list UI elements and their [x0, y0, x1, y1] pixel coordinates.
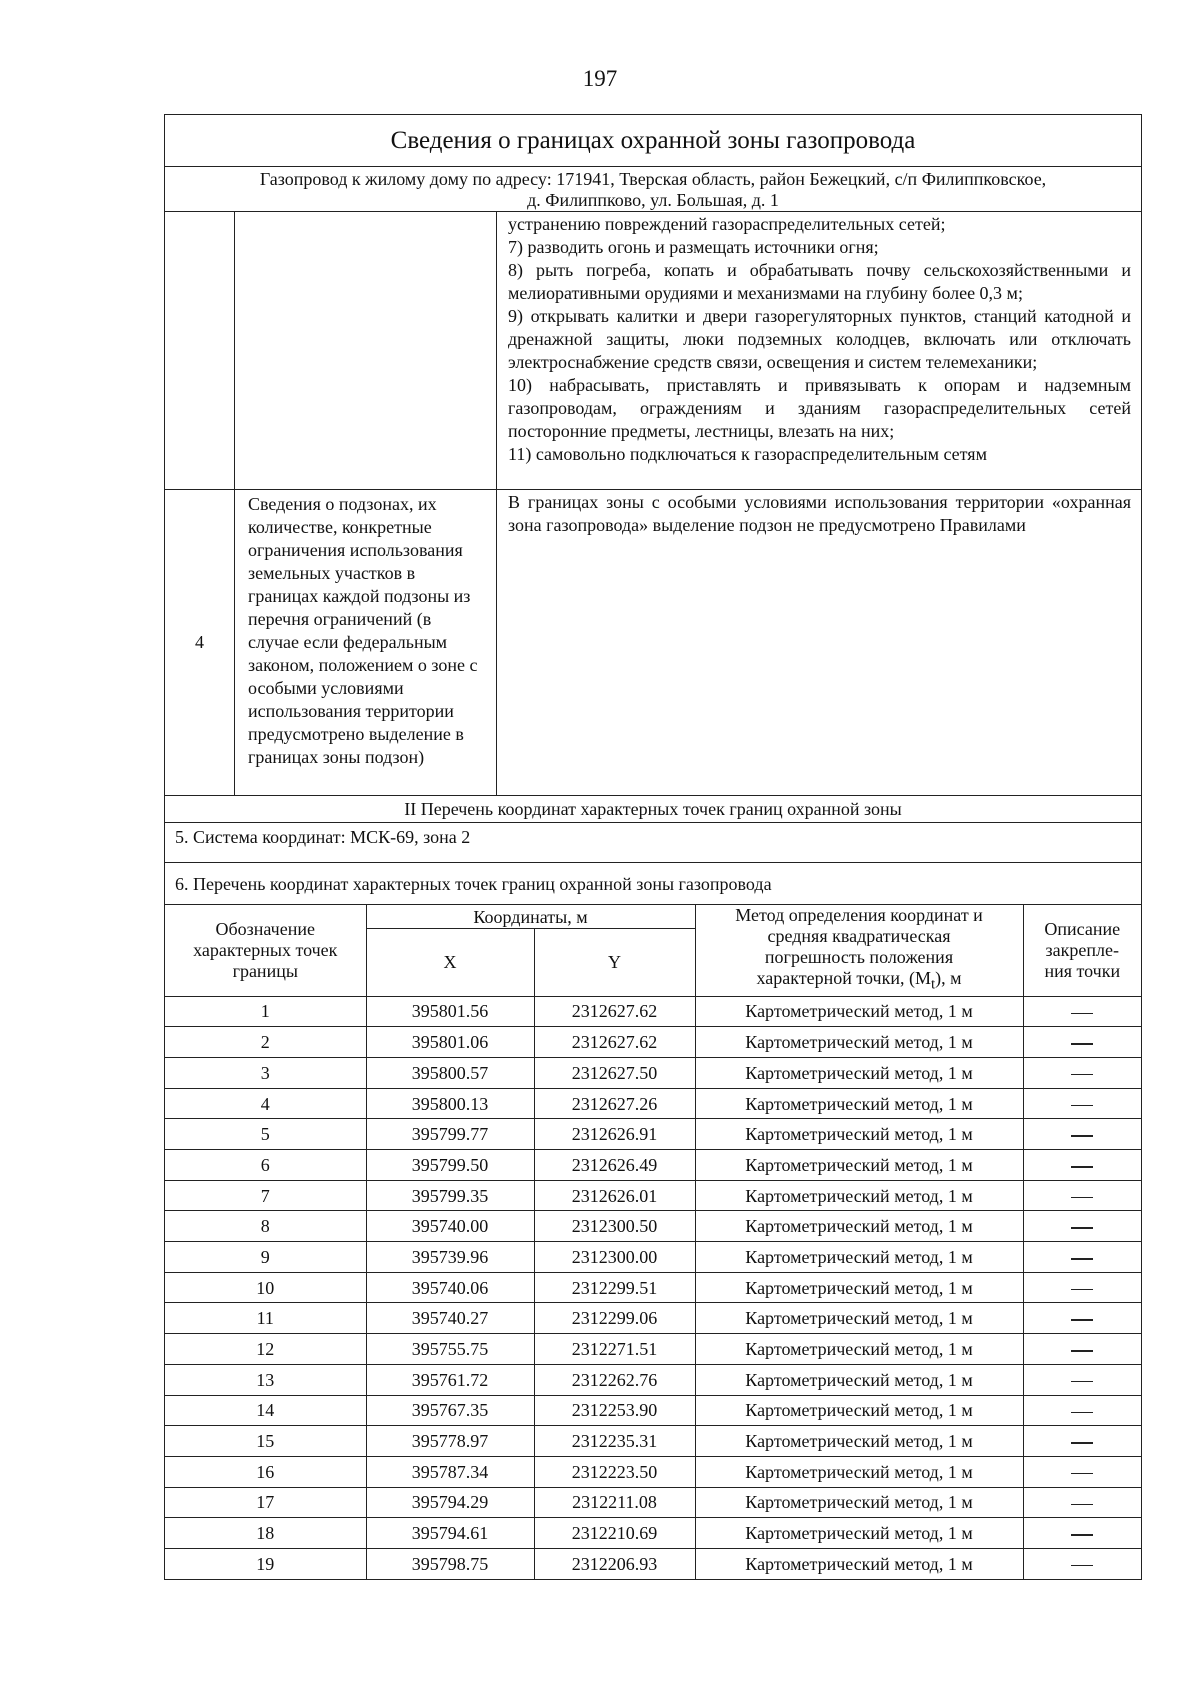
subzones-row-label: Сведения о подзонах, их количестве, конкретные ограничения использования земельных участков в границах каждой подзоны из перечня ограничений (в случае если федеральным законом, положением о зоне с особыми условиями использования территории предусмотрено выделение в границах зоны подзон) [235, 490, 497, 796]
subzones-row-value [497, 490, 1141, 796]
dash-mark [1071, 1258, 1093, 1260]
y-coordinate-cell: 2312626.49 [534, 1150, 695, 1181]
fixing-cell [1023, 1057, 1141, 1088]
x-coordinate-cell: 395767.35 [366, 1395, 534, 1426]
address-line-1: Газопровод к жилому дому по адресу: 171941, Тверская область, район Бежецкий, с/п Филиппковское, [259, 169, 1047, 189]
method-cell: Картометрический метод, 1 м [695, 1426, 1023, 1457]
method-cell: Картометрический метод, 1 м [695, 1334, 1023, 1365]
x-coordinate-cell: 395800.13 [366, 1088, 534, 1119]
y-coordinate-cell: 2312253.90 [534, 1395, 695, 1426]
coordinates-table [165, 905, 1141, 1579]
dash-mark [1071, 1135, 1093, 1137]
sheet-title: Сведения о границах охранной зоны газопровода [165, 115, 1141, 167]
x-coordinate-cell: 395740.06 [366, 1272, 534, 1303]
coordinate-system: 5. Система координат: МСК-69, зона 2 [165, 823, 1141, 863]
method-cell: Картометрический метод, 1 м [695, 1027, 1023, 1058]
y-coordinate-cell: 2312299.06 [534, 1303, 695, 1334]
y-coordinate-cell: 2312300.00 [534, 1242, 695, 1273]
dash-mark [1071, 1105, 1093, 1107]
restriction-item: 9) открывать калитки и двери газорегуляторных пунктов, станций катодной и дренажной защиты, люки подземных колодцев, включать или отключать электроснабжение средств связи, освещения и систем телемеханики; [508, 306, 1131, 372]
coordinates-table-body [165, 996, 1141, 1579]
dash-mark [1071, 1074, 1093, 1076]
point-number-cell: 3 [165, 1057, 366, 1088]
dash-mark [1071, 1473, 1093, 1475]
point-number-cell: 11 [165, 1303, 366, 1334]
point-number-cell: 4 [165, 1088, 366, 1119]
dash-mark [1071, 1565, 1093, 1567]
fixing-cell [1023, 1088, 1141, 1119]
y-coordinate-cell: 2312627.62 [534, 1027, 695, 1058]
method-cell: Картометрический метод, 1 м [695, 1272, 1023, 1303]
fixing-cell [1023, 1119, 1141, 1150]
point-number-cell: 6 [165, 1150, 366, 1181]
subzones-row [165, 490, 1141, 796]
x-coordinate-cell: 395739.96 [366, 1242, 534, 1273]
fixing-cell [1023, 1548, 1141, 1578]
header-designation: Обозначение характерных точек границы [165, 905, 366, 996]
table-row [165, 1057, 1141, 1088]
restrictions-row [165, 212, 1141, 490]
method-cell: Картометрический метод, 1 м [695, 1242, 1023, 1273]
point-number-cell: 16 [165, 1456, 366, 1487]
method-cell: Картометрический метод, 1 м [695, 1518, 1023, 1549]
header-fixing-line: ния точки [1044, 960, 1121, 981]
page-number: 197 [582, 66, 618, 91]
restrictions-list [497, 212, 1141, 490]
x-coordinate-cell: 395778.97 [366, 1426, 534, 1457]
point-number-cell: 5 [165, 1119, 366, 1150]
table-row [165, 1088, 1141, 1119]
table-row [165, 1487, 1141, 1518]
y-coordinate-cell: 2312210.69 [534, 1518, 695, 1549]
dash-mark [1071, 1381, 1093, 1383]
y-coordinate-cell: 2312235.31 [534, 1426, 695, 1457]
y-coordinate-cell: 2312627.26 [534, 1088, 695, 1119]
address-line-2: д. Филиппково, ул. Большая, д. 1 [527, 190, 779, 210]
point-number-cell: 8 [165, 1211, 366, 1242]
header-fixing-line: закрепле- [1045, 939, 1119, 960]
dash-mark [1071, 1504, 1093, 1506]
dash-mark [1071, 1319, 1093, 1321]
subzones-value-text: В границах зоны с особыми условиями использования территории «охранная зона газопровода» выделение подзон не предусмотрено Правилами [508, 492, 1131, 535]
restrictions-row-number [165, 212, 235, 490]
y-coordinate-cell: 2312223.50 [534, 1456, 695, 1487]
section-2-title: II Перечень координат характерных точек границ охранной зоны [165, 796, 1141, 823]
point-number-cell: 17 [165, 1487, 366, 1518]
point-number-cell: 1 [165, 996, 366, 1027]
y-coordinate-cell: 2312626.01 [534, 1180, 695, 1211]
fixing-cell [1023, 1487, 1141, 1518]
fixing-cell [1023, 1027, 1141, 1058]
method-cell: Картометрический метод, 1 м [695, 1548, 1023, 1578]
y-coordinate-cell: 2312627.50 [534, 1057, 695, 1088]
table-row [165, 1518, 1141, 1549]
x-coordinate-cell: 395799.50 [366, 1150, 534, 1181]
header-method-line: характерной точки, (M [756, 968, 931, 988]
restrictions-row-label [235, 212, 497, 490]
method-cell: Картометрический метод, 1 м [695, 1180, 1023, 1211]
table-row [165, 1426, 1141, 1457]
x-coordinate-cell: 395740.27 [366, 1303, 534, 1334]
header-fixing-line: Описание [1044, 918, 1121, 939]
y-coordinate-cell: 2312262.76 [534, 1364, 695, 1395]
fixing-cell [1023, 1180, 1141, 1211]
point-number-cell: 14 [165, 1395, 366, 1426]
table-row [165, 1303, 1141, 1334]
header-method [695, 905, 1023, 996]
point-number-cell: 9 [165, 1242, 366, 1273]
object-address [165, 167, 1141, 212]
dash-mark [1071, 1442, 1093, 1444]
y-coordinate-cell: 2312627.62 [534, 996, 695, 1027]
y-coordinate-cell: 2312299.51 [534, 1272, 695, 1303]
table-row [165, 1548, 1141, 1578]
header-method-line: средняя квадратическая [767, 926, 951, 946]
table-row [165, 1364, 1141, 1395]
restriction-item: 10) набрасывать, приставлять и привязывать к опорам и надземным газопроводам, ограждениям и зданиям газораспределительных сетей посторонние предметы, лестницы, влезать на них; [508, 375, 1131, 441]
dash-mark [1071, 1043, 1093, 1045]
method-cell: Картометрический метод, 1 м [695, 1395, 1023, 1426]
table-row [165, 1150, 1141, 1181]
x-coordinate-cell: 395794.29 [366, 1487, 534, 1518]
fixing-cell [1023, 1518, 1141, 1549]
dash-mark [1071, 1412, 1093, 1414]
point-number-cell: 15 [165, 1426, 366, 1457]
point-number-cell: 19 [165, 1548, 366, 1578]
x-coordinate-cell: 395798.75 [366, 1548, 534, 1578]
dash-mark [1071, 1197, 1093, 1199]
fixing-cell [1023, 1211, 1141, 1242]
table-row [165, 1119, 1141, 1150]
dash-mark [1071, 1166, 1093, 1168]
header-fixing [1023, 905, 1141, 996]
header-y: Y [534, 929, 695, 996]
method-cell: Картометрический метод, 1 м [695, 1088, 1023, 1119]
dash-mark [1071, 1227, 1093, 1229]
table-row [165, 1334, 1141, 1365]
dash-mark [1071, 1289, 1093, 1291]
table-row [165, 996, 1141, 1027]
fixing-cell [1023, 1456, 1141, 1487]
header-method-line: погрешность положения [764, 947, 954, 967]
method-cell: Картометрический метод, 1 м [695, 1303, 1023, 1334]
fixing-cell [1023, 1395, 1141, 1426]
point-number-cell: 10 [165, 1272, 366, 1303]
x-coordinate-cell: 395740.00 [366, 1211, 534, 1242]
point-number-cell: 12 [165, 1334, 366, 1365]
point-number-cell: 18 [165, 1518, 366, 1549]
dash-mark [1071, 1534, 1093, 1536]
dash-mark [1071, 1350, 1093, 1352]
table-row [165, 1272, 1141, 1303]
dash-mark [1071, 1013, 1093, 1015]
coordinates-list-title: 6. Перечень координат характерных точек границ охранной зоны газопровода [165, 863, 1141, 905]
table-row [165, 1027, 1141, 1058]
header-method-line-end: ), м [935, 968, 962, 988]
x-coordinate-cell: 395755.75 [366, 1334, 534, 1365]
method-cell: Картометрический метод, 1 м [695, 1456, 1023, 1487]
x-coordinate-cell: 395801.56 [366, 996, 534, 1027]
header-x: X [366, 929, 534, 996]
point-number-cell: 2 [165, 1027, 366, 1058]
table-row [165, 1456, 1141, 1487]
method-cell: Картометрический метод, 1 м [695, 1150, 1023, 1181]
method-cell: Картометрический метод, 1 м [695, 1119, 1023, 1150]
fixing-cell [1023, 1364, 1141, 1395]
x-coordinate-cell: 395800.57 [366, 1057, 534, 1088]
fixing-cell [1023, 996, 1141, 1027]
x-coordinate-cell: 395794.61 [366, 1518, 534, 1549]
x-coordinate-cell: 395801.06 [366, 1027, 534, 1058]
method-cell: Картометрический метод, 1 м [695, 1364, 1023, 1395]
y-coordinate-cell: 2312211.08 [534, 1487, 695, 1518]
fixing-cell [1023, 1426, 1141, 1457]
restriction-item: 7) разводить огонь и размещать источники огня; [508, 237, 879, 257]
method-cell: Картометрический метод, 1 м [695, 1487, 1023, 1518]
table-row [165, 1395, 1141, 1426]
fixing-cell [1023, 1242, 1141, 1273]
fixing-cell [1023, 1272, 1141, 1303]
restriction-item: устранению повреждений газораспределительных сетей; [508, 214, 946, 234]
y-coordinate-cell: 2312271.51 [534, 1334, 695, 1365]
x-coordinate-cell: 395799.77 [366, 1119, 534, 1150]
table-row [165, 1242, 1141, 1273]
point-number-cell: 7 [165, 1180, 366, 1211]
table-row [165, 1180, 1141, 1211]
y-coordinate-cell: 2312206.93 [534, 1548, 695, 1578]
method-cell: Картометрический метод, 1 м [695, 1057, 1023, 1088]
table-row [165, 1211, 1141, 1242]
y-coordinate-cell: 2312626.91 [534, 1119, 695, 1150]
point-number-cell: 13 [165, 1364, 366, 1395]
restriction-item: 11) самовольно подключаться к газораспределительным сетям [508, 444, 987, 464]
subzones-row-number: 4 [165, 490, 235, 796]
x-coordinate-cell: 395799.35 [366, 1180, 534, 1211]
method-cell: Картометрический метод, 1 м [695, 996, 1023, 1027]
x-coordinate-cell: 395787.34 [366, 1456, 534, 1487]
header-method-line: Метод определения координат и [735, 905, 983, 925]
y-coordinate-cell: 2312300.50 [534, 1211, 695, 1242]
header-coordinates: Координаты, м [366, 905, 695, 929]
restriction-item: 8) рыть погреба, копать и обрабатывать почву сельскохозяйственными и мелиоративными орудиями и механизмами на глубину более 0,3 м; [508, 260, 1131, 303]
method-cell: Картометрический метод, 1 м [695, 1211, 1023, 1242]
fixing-cell [1023, 1303, 1141, 1334]
protection-zone-sheet [164, 114, 1142, 1580]
header-method-subscript: t [930, 976, 936, 993]
fixing-cell [1023, 1334, 1141, 1365]
x-coordinate-cell: 395761.72 [366, 1364, 534, 1395]
fixing-cell [1023, 1150, 1141, 1181]
